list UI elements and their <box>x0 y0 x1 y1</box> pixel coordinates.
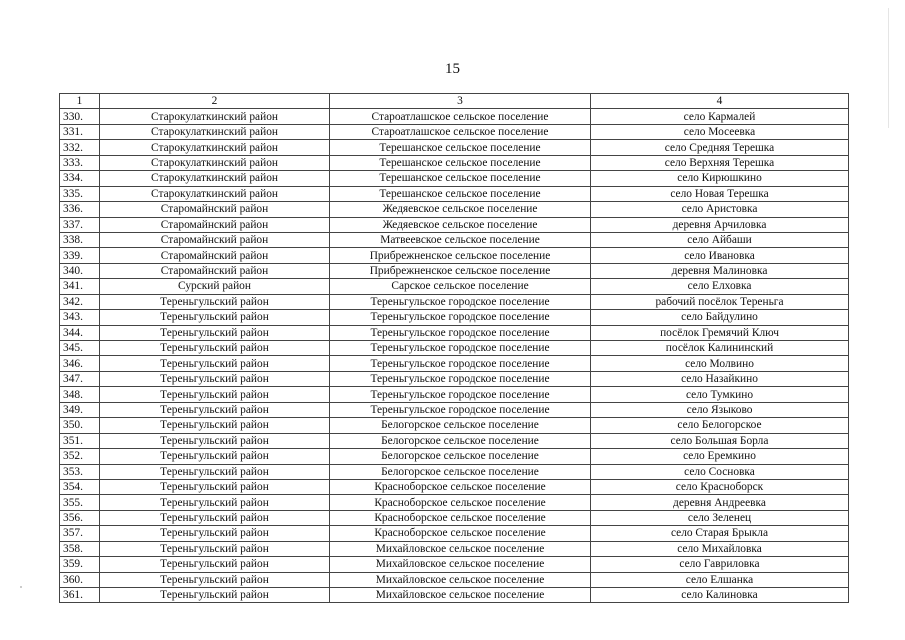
table-row <box>60 449 849 464</box>
row-number: 333. <box>60 155 100 170</box>
locality-cell: деревня Малиновка <box>591 263 849 278</box>
district-cell: Старомайнский район <box>100 232 330 247</box>
table-row <box>60 341 849 356</box>
row-number: 330. <box>60 109 100 124</box>
row-number: 353. <box>60 464 100 479</box>
settlement-cell: Михайловское сельское поселение <box>330 557 591 572</box>
locality-cell: деревня Андреевка <box>591 495 849 510</box>
row-number: 331. <box>60 124 100 139</box>
table-row <box>60 526 849 541</box>
district-cell: Тереньгульский район <box>100 510 330 525</box>
locality-cell: село Елшанка <box>591 572 849 587</box>
settlement-cell: Прибрежненское сельское поселение <box>330 263 591 278</box>
locality-cell: село Сосновка <box>591 464 849 479</box>
row-number: 359. <box>60 557 100 572</box>
row-number: 350. <box>60 418 100 433</box>
locality-cell: село Михайловка <box>591 541 849 556</box>
settlement-cell: Прибрежненское сельское поселение <box>330 248 591 263</box>
locality-cell: село Большая Борла <box>591 433 849 448</box>
table-row <box>60 588 849 603</box>
settlement-cell: Тереньгульское городское поселение <box>330 294 591 309</box>
district-cell: Тереньгульский район <box>100 371 330 386</box>
column-header-settlement: 3 <box>330 94 591 109</box>
locality-cell: село Байдулино <box>591 310 849 325</box>
locality-cell: село Кармалей <box>591 109 849 124</box>
settlement-cell: Белогорское сельское поселение <box>330 449 591 464</box>
settlement-cell: Белогорское сельское поселение <box>330 464 591 479</box>
table-row <box>60 124 849 139</box>
row-number: 349. <box>60 402 100 417</box>
row-number: 335. <box>60 186 100 201</box>
settlement-cell: Красноборское сельское поселение <box>330 479 591 494</box>
locality-cell: село Калиновка <box>591 588 849 603</box>
district-cell: Старокулаткинский район <box>100 155 330 170</box>
settlement-cell: Терешанское сельское поселение <box>330 171 591 186</box>
settlement-cell: Терешанское сельское поселение <box>330 140 591 155</box>
table-row <box>60 510 849 525</box>
table-row <box>60 263 849 278</box>
page-number: 15 <box>445 61 460 77</box>
table-row <box>60 171 849 186</box>
row-number: 338. <box>60 232 100 247</box>
district-cell: Тереньгульский район <box>100 495 330 510</box>
table-row <box>60 495 849 510</box>
settlement-cell: Тереньгульское городское поселение <box>330 371 591 386</box>
district-cell: Старокулаткинский район <box>100 109 330 124</box>
locality-cell: село Аристовка <box>591 202 849 217</box>
settlement-cell: Староатлашское сельское поселение <box>330 124 591 139</box>
table-row <box>60 371 849 386</box>
locality-cell: село Средняя Терешка <box>591 140 849 155</box>
settlement-cell: Жедяевское сельское поселение <box>330 202 591 217</box>
settlement-cell: Матвеевское сельское поселение <box>330 232 591 247</box>
locality-cell: село Гавриловка <box>591 557 849 572</box>
district-cell: Тереньгульский район <box>100 541 330 556</box>
locality-cell: село Мосеевка <box>591 124 849 139</box>
settlement-cell: Красноборское сельское поселение <box>330 495 591 510</box>
settlement-cell: Михайловское сельское поселение <box>330 588 591 603</box>
row-number: 352. <box>60 449 100 464</box>
settlement-cell: Красноборское сельское поселение <box>330 526 591 541</box>
settlement-cell: Красноборское сельское поселение <box>330 510 591 525</box>
table-row <box>60 202 849 217</box>
district-cell: Тереньгульский район <box>100 294 330 309</box>
locality-cell: село Еремкино <box>591 449 849 464</box>
locality-cell: село Айбаши <box>591 232 849 247</box>
district-cell: Тереньгульский район <box>100 387 330 402</box>
district-cell: Тереньгульский район <box>100 526 330 541</box>
row-number: 332. <box>60 140 100 155</box>
settlement-cell: Терешанское сельское поселение <box>330 155 591 170</box>
district-cell: Тереньгульский район <box>100 572 330 587</box>
table-row <box>60 294 849 309</box>
column-header-district: 2 <box>100 94 330 109</box>
row-number: 334. <box>60 171 100 186</box>
table-row <box>60 248 849 263</box>
district-cell: Старомайнский район <box>100 202 330 217</box>
locality-cell: село Зеленец <box>591 510 849 525</box>
locality-cell: село Верхняя Терешка <box>591 155 849 170</box>
settlement-cell: Тереньгульское городское поселение <box>330 356 591 371</box>
row-number: 355. <box>60 495 100 510</box>
locality-cell: село Тумкино <box>591 387 849 402</box>
table-row <box>60 541 849 556</box>
locality-cell: село Старая Брыкла <box>591 526 849 541</box>
district-cell: Тереньгульский район <box>100 464 330 479</box>
locality-cell: село Елховка <box>591 279 849 294</box>
table-row <box>60 155 849 170</box>
district-cell: Тереньгульский район <box>100 310 330 325</box>
settlement-cell: Терешанское сельское поселение <box>330 186 591 201</box>
district-cell: Старокулаткинский район <box>100 124 330 139</box>
locality-cell: село Назайкино <box>591 371 849 386</box>
row-number: 361. <box>60 588 100 603</box>
scan-artifact <box>20 586 22 588</box>
district-cell: Тереньгульский район <box>100 402 330 417</box>
column-header-number: 1 <box>60 94 100 109</box>
row-number: 356. <box>60 510 100 525</box>
table-row <box>60 186 849 201</box>
settlement-cell: Тереньгульское городское поселение <box>330 387 591 402</box>
row-number: 336. <box>60 202 100 217</box>
district-cell: Тереньгульский район <box>100 449 330 464</box>
district-cell: Тереньгульский район <box>100 479 330 494</box>
district-cell: Тереньгульский район <box>100 433 330 448</box>
table-row <box>60 464 849 479</box>
table-row <box>60 387 849 402</box>
locality-cell: посёлок Гремячий Ключ <box>591 325 849 340</box>
locality-cell: рабочий посёлок Тереньга <box>591 294 849 309</box>
locality-cell: село Новая Терешка <box>591 186 849 201</box>
district-cell: Старомайнский район <box>100 263 330 278</box>
district-cell: Старокулаткинский район <box>100 171 330 186</box>
row-number: 354. <box>60 479 100 494</box>
district-cell: Старокулаткинский район <box>100 186 330 201</box>
locality-cell: село Кирюшкино <box>591 171 849 186</box>
settlement-cell: Староатлашское сельское поселение <box>330 109 591 124</box>
district-cell: Сурский район <box>100 279 330 294</box>
district-cell: Тереньгульский район <box>100 356 330 371</box>
settlement-cell: Жедяевское сельское поселение <box>330 217 591 232</box>
district-cell: Тереньгульский район <box>100 588 330 603</box>
row-number: 345. <box>60 341 100 356</box>
table-row <box>60 479 849 494</box>
settlement-cell: Михайловское сельское поселение <box>330 572 591 587</box>
district-cell: Тереньгульский район <box>100 557 330 572</box>
table-row <box>60 402 849 417</box>
locality-cell: деревня Арчиловка <box>591 217 849 232</box>
row-number: 346. <box>60 356 100 371</box>
locality-cell: село Молвино <box>591 356 849 371</box>
row-number: 344. <box>60 325 100 340</box>
row-number: 341. <box>60 279 100 294</box>
row-number: 337. <box>60 217 100 232</box>
header-row <box>60 94 849 109</box>
district-cell: Старомайнский район <box>100 248 330 263</box>
settlement-cell: Белогорское сельское поселение <box>330 433 591 448</box>
row-number: 357. <box>60 526 100 541</box>
locality-cell: село Белогорское <box>591 418 849 433</box>
locality-cell: село Языково <box>591 402 849 417</box>
table-row <box>60 557 849 572</box>
row-number: 360. <box>60 572 100 587</box>
table-row <box>60 325 849 340</box>
locality-cell: село Красноборск <box>591 479 849 494</box>
district-cell: Тереньгульский район <box>100 418 330 433</box>
locality-cell: посёлок Калининский <box>591 341 849 356</box>
district-cell: Старомайнский район <box>100 217 330 232</box>
settlement-cell: Михайловское сельское поселение <box>330 541 591 556</box>
table-row <box>60 217 849 232</box>
table-row <box>60 418 849 433</box>
district-cell: Тереньгульский район <box>100 325 330 340</box>
settlements-table <box>59 93 849 603</box>
row-number: 339. <box>60 248 100 263</box>
table-row <box>60 109 849 124</box>
table-row <box>60 279 849 294</box>
settlement-cell: Сарское сельское поселение <box>330 279 591 294</box>
table-row <box>60 310 849 325</box>
table-row <box>60 572 849 587</box>
table-row <box>60 433 849 448</box>
row-number: 351. <box>60 433 100 448</box>
column-header-locality: 4 <box>591 94 849 109</box>
row-number: 343. <box>60 310 100 325</box>
row-number: 342. <box>60 294 100 309</box>
settlement-cell: Белогорское сельское поселение <box>330 418 591 433</box>
row-number: 340. <box>60 263 100 278</box>
row-number: 347. <box>60 371 100 386</box>
table-row <box>60 140 849 155</box>
district-cell: Старокулаткинский район <box>100 140 330 155</box>
settlement-cell: Тереньгульское городское поселение <box>330 402 591 417</box>
settlement-cell: Тереньгульское городское поселение <box>330 325 591 340</box>
settlement-cell: Тереньгульское городское поселение <box>330 341 591 356</box>
row-number: 348. <box>60 387 100 402</box>
district-cell: Тереньгульский район <box>100 341 330 356</box>
table-row <box>60 232 849 247</box>
table-row <box>60 356 849 371</box>
row-number: 358. <box>60 541 100 556</box>
settlement-cell: Тереньгульское городское поселение <box>330 310 591 325</box>
locality-cell: село Ивановка <box>591 248 849 263</box>
